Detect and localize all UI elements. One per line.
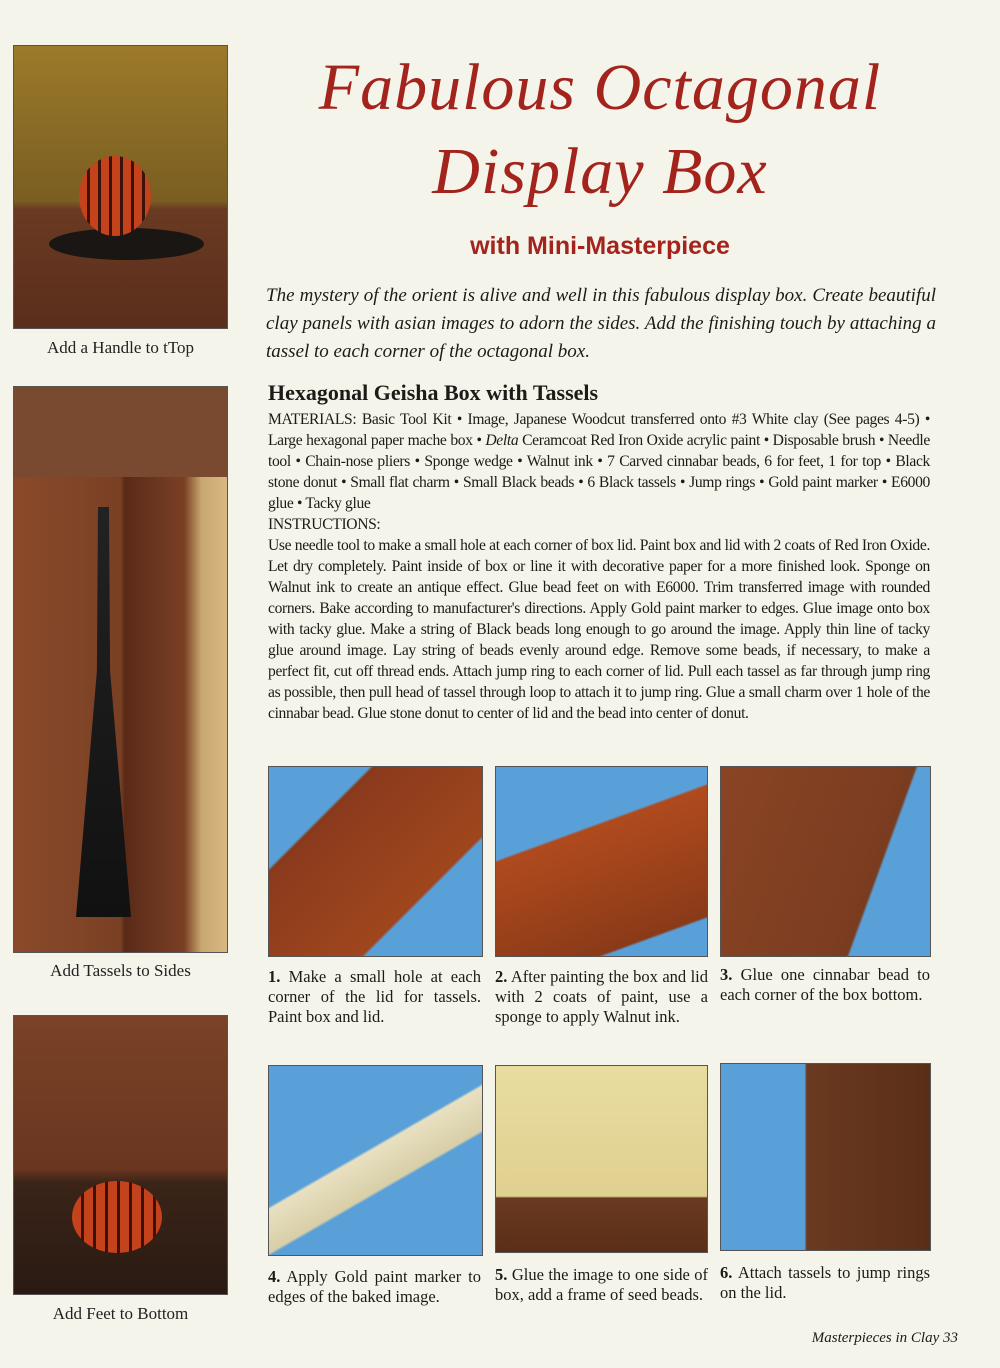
page-title-line2: Display Box <box>432 135 768 208</box>
caption-handle: Add a Handle to tTop <box>46 338 195 357</box>
caption-tassels: Add Tassels to Sides <box>50 961 191 980</box>
page-subtitle: with Mini-Masterpiece <box>470 232 730 260</box>
cinnabar-bead-foot <box>72 1181 162 1253</box>
page-title-line1: Fabulous Octagonal <box>318 51 882 124</box>
step-2: 2. After painting the box and lid with 2 coats of paint, use a sponge to apply Walnut ink. <box>495 967 708 1026</box>
caption-feet: Add Feet to Bottom <box>52 1304 189 1323</box>
materials-label: MATERIALS: <box>268 411 357 428</box>
page-footer: Masterpieces in Clay 33 <box>811 1330 958 1346</box>
materials-list: MATERIALS: Basic Tool Kit • Image, Japanese Woodcut transferred onto #3 White clay (See pages 4-5) • Large hexagonal paper mache box • Delta Ceramcoat Red Iron Oxide acrylic paint • Disposable brush • Needle tool • Chain-nose pliers • Sponge wedge • Walnut ink • 7 Carved cinnabar beads, 6 for feet, 1 for top • Black stone donut • Small flat charm • Small Black beads • 6 Black tassels • Jump rings • Gold paint marker • E6000 glue • Tacky glue INSTRUCTIONS: Use needle tool to make a small hole at each corner of box lid. Paint box and lid with 2 coats of Red Iron Oxide. Let dry completely. Paint inside of box or line it with decorative paper for a more finished look. Sponge on Walnut ink to create an antique effect. Glue bead feet on with E6000. Trim transferred image with rounded corners. Bake according to manufacturer's directions. Apply Gold paint marker to edges. Glue image onto box with tacky glue. Make a string of Black beads long enough to go around the image. Apply thin line of tacky glue around image. Lay string of beads evenly around edge. Remove some beads, if necessary, to make a perfect fit, cut off thread ends. Attach jump ring to each corner of lid. Pull each tassel as far through jump ring as possible, then pull head of tassel through loop to attach it to jump ring. Glue a small charm over 1 hole of the cinnabar bead. Glue stone donut to center of lid and the bead into center of donut. <box>268 411 930 722</box>
step-photo-1 <box>268 766 483 957</box>
step-photo-4 <box>268 1065 483 1256</box>
tassel <box>76 507 131 917</box>
instructions-text: Use needle tool to make a small hole at each corner of box lid. Paint box and lid with 2 coats of Red Iron Oxide. Let dry completely. Paint inside of box or line it with decorative paper for a more finished look. Sponge on Walnut ink to create an antique effect. Glue bead feet on with E6000. Trim transferred image with rounded corners. Bake according to manufacturer's directions. Apply Gold paint marker to edges. Glue image onto box with tacky glue. Make a string of Black beads long enough to go around the image. Apply thin line of tacky glue around image. Lay string of beads evenly around edge. Remove some beads, if necessary, to make a perfect fit, cut off thread ends. Attach jump ring to each corner of lid. Pull each tassel as far through jump ring as possible, then pull head of tassel through loop to attach it to jump ring. Glue a small charm over 1 hole of the cinnabar bead. Glue stone donut to center of lid and the bead into center of donut. <box>268 537 930 722</box>
section-heading: Hexagonal Geisha Box with Tassels <box>268 380 599 405</box>
step-photo-6 <box>720 1063 931 1251</box>
instructions-label: INSTRUCTIONS: <box>268 516 381 533</box>
photo-feet-bottom <box>13 1015 228 1295</box>
step-1: 1. Make a small hole at each corner of the lid for tassels. Paint box and lid. <box>268 967 481 1026</box>
step-5: 5. Glue the image to one side of box, add a frame of seed beads. <box>495 1265 709 1304</box>
step-4: 4. Apply Gold paint marker to edges of the baked image. <box>268 1267 482 1306</box>
step-photo-2 <box>495 766 708 957</box>
intro-paragraph: The mystery of the orient is alive and well in this fabulous display box. Create beautiful clay panels with asian images to adorn the sides. Add the finishing touch by attaching a tassel to each corner of the octagonal box. <box>266 285 936 362</box>
step-photo-3 <box>720 766 931 957</box>
step-photo-5 <box>495 1065 708 1253</box>
photo-tassels-sides <box>13 386 228 953</box>
cinnabar-bead <box>79 156 151 236</box>
step-6: 6. Attach tassels to jump rings on the lid. <box>720 1263 930 1302</box>
step-3: 3. Glue one cinnabar bead to each corner of the box bottom. <box>720 965 930 1004</box>
photo-handle-top <box>13 45 228 329</box>
